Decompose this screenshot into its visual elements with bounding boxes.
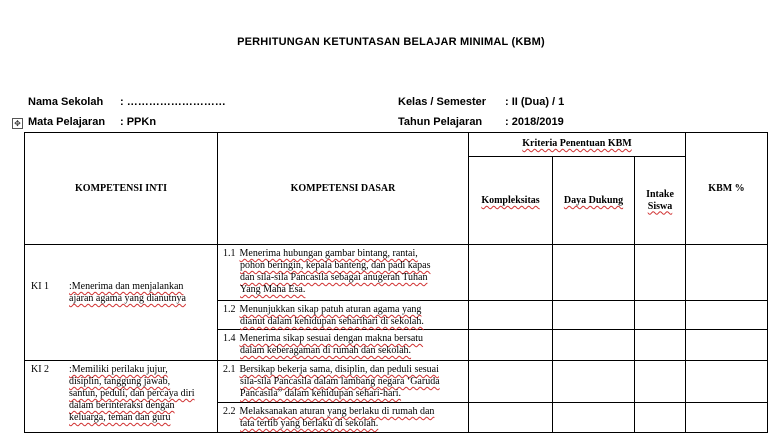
ki2-kd2-kompleksitas[interactable] <box>469 403 553 433</box>
class-value: : II (Dua) / 1 <box>505 96 565 108</box>
ki1-kd1-kbm[interactable] <box>686 245 768 301</box>
ki2-kd2-daya-dukung[interactable] <box>553 403 635 433</box>
year-value: : 2018/2019 <box>505 116 564 128</box>
page-title: PERHITUNGAN KETUNTASAN BELAJAR MINIMAL (KBM) <box>237 36 545 48</box>
header-kompetensi-dasar: KOMPETENSI DASAR <box>218 133 469 245</box>
header-kbm-percent: KBM % <box>686 133 768 245</box>
kd-2-1: 2.1 Bersikap bekerja sama, disiplin, dan peduli sesuai sila-sila Pancasila dalam lambang negara ‘Garuda Pancasila” dalam kehidupan sehari-hari. <box>218 361 469 403</box>
ki1-kd3-daya-dukung[interactable] <box>553 330 635 361</box>
ki1-text: :Menerima dan menjalankan ajaran agama yang dianutnya <box>69 281 186 304</box>
subject-label: Mata Pelajaran <box>28 116 106 128</box>
header-kompetensi-inti: KOMPETENSI INTI <box>25 133 218 245</box>
ki1-kd3-kompleksitas[interactable] <box>469 330 553 361</box>
kbm-table <box>24 132 768 433</box>
year-label: Tahun Pelajaran <box>398 116 483 128</box>
header-kriteria-penentuan: Kriteria Penentuan KBM <box>469 133 686 157</box>
header-daya-dukung: Daya Dukung <box>553 157 635 245</box>
kd-1-2: 1.2 Menunjukkan sikap patuh aturan agama yang dianut dalam kehidupan seharihari di sekolah. <box>218 301 469 330</box>
table-move-handle-icon[interactable]: ✥ <box>12 118 23 129</box>
ki2-kd1-daya-dukung[interactable] <box>553 361 635 403</box>
kd-2-2: 2.2 Melaksanakan aturan yang berlaku di rumah dan tata tertib yang berlaku di sekolah. <box>218 403 469 433</box>
ki2-code: KI 2 <box>31 364 50 375</box>
kd-1-4: 1.4 Menerima sikap sesuai dengan makna bersatu dalam keberagaman di rumah dan sekolah. <box>218 330 469 361</box>
ki1-kd3-intake[interactable] <box>635 330 686 361</box>
header-kompleksitas: Kompleksitas <box>469 157 553 245</box>
ki1-cell <box>25 245 218 361</box>
ki1-kd2-intake[interactable] <box>635 301 686 330</box>
ki2-text: :Memiliki perilaku jujur, disiplin, tanggung jawab, santun, peduli, dan percaya diri dalam berinteraksi dengan keluarga, teman dan guru <box>69 364 195 423</box>
ki1-kd2-kompleksitas[interactable] <box>469 301 553 330</box>
ki2-kd1-kbm[interactable] <box>686 361 768 403</box>
ki2-kd1-intake[interactable] <box>635 361 686 403</box>
ki1-kd1-intake[interactable] <box>635 245 686 301</box>
kd-1-1: 1.1 Menerima hubungan gambar bintang, rantai, pohon beringin, kepala banteng, dan padi kapas dan sila-sila Pancasila sebagai anugerah Tuhan Yang Maha Esa. <box>218 245 469 301</box>
header-intake-siswa: Intake Siswa <box>635 157 686 245</box>
ki1-kd1-kompleksitas[interactable] <box>469 245 553 301</box>
ki2-kd2-intake[interactable] <box>635 403 686 433</box>
ki1-kd1-daya-dukung[interactable] <box>553 245 635 301</box>
ki1-code: KI 1 <box>31 281 50 292</box>
ki1-kd2-kbm[interactable] <box>686 301 768 330</box>
ki1-kd3-kbm[interactable] <box>686 330 768 361</box>
school-value: : ……………………… <box>120 96 226 108</box>
ki2-kd1-kompleksitas[interactable] <box>469 361 553 403</box>
class-label: Kelas / Semester <box>398 96 487 108</box>
subject-value: : PPKn <box>120 116 157 128</box>
ki2-cell <box>25 361 218 433</box>
ki2-kd2-kbm[interactable] <box>686 403 768 433</box>
ki1-kd2-daya-dukung[interactable] <box>553 301 635 330</box>
school-label: Nama Sekolah <box>28 96 104 108</box>
